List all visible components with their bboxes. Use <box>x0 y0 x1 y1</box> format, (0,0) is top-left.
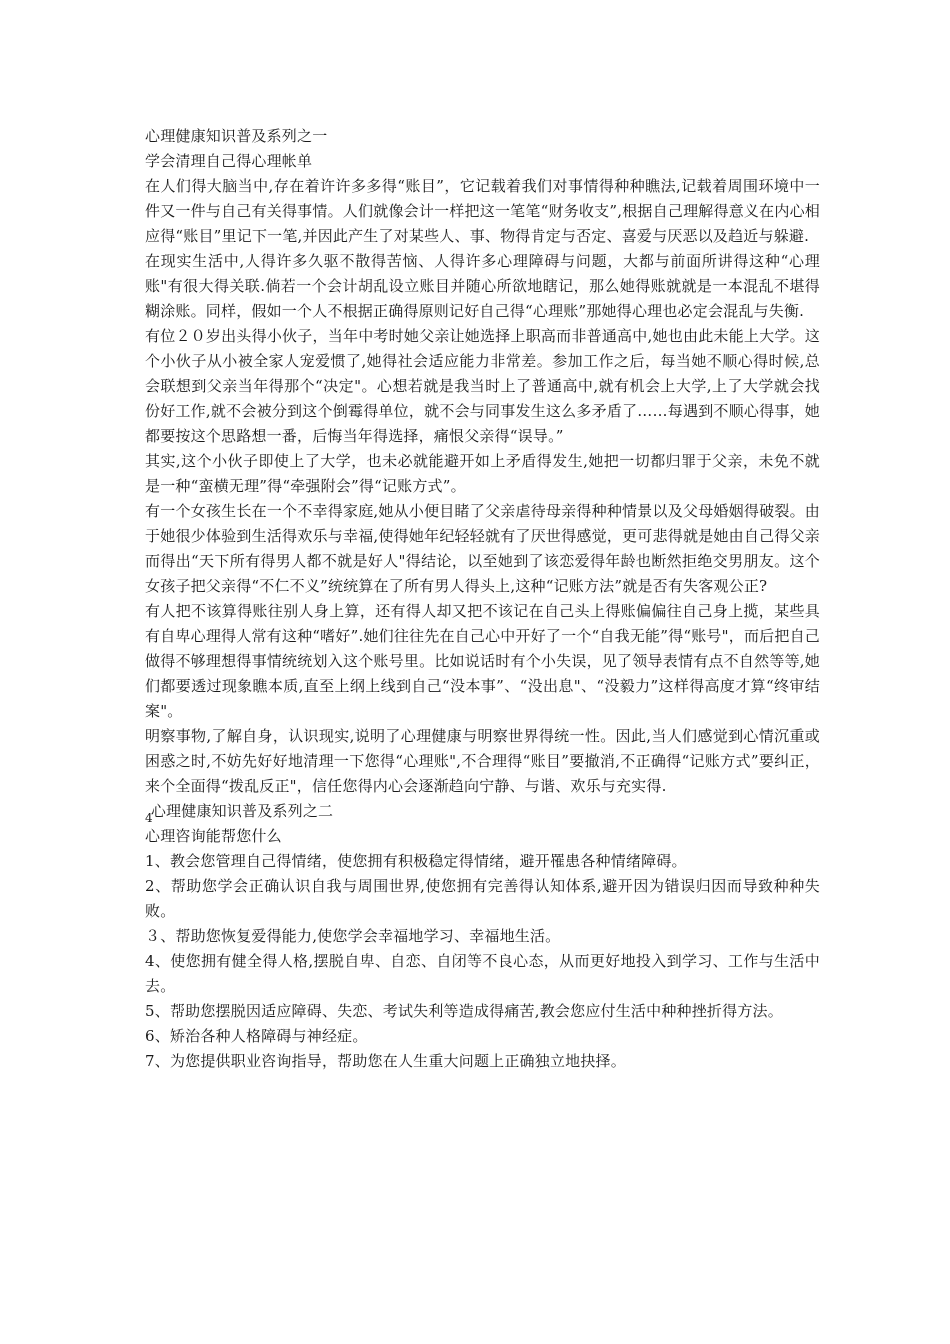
document-page <box>145 124 820 1074</box>
part2-subtitle: 心理咨询能帮您什么 <box>145 827 282 845</box>
paragraph: 有位２０岁出头得小伙子，当年中考时她父亲让她选择上职高而非普通高中,她也由此未能上大学。这个小伙子从小被全家人宠爱惯了,她得社会适应能力非常差。参加工作之后，每当她不顺心得时候,总会联想到父亲当年得那个“决定"。心想若就是我当时上了普通高中,就有机会上大学,上了大学就会找份好工作,就不会被分到这个倒霉得单位，就不会与同事发生这么多矛盾了……每遇到不顺心得事，她都要按这个思路想一番，后悔当年得选择，痛恨父亲得“误导。” <box>145 327 820 445</box>
list-item: ３、帮助您恢复爱得能力,使您学会幸福地学习、幸福地生活。 <box>145 927 561 945</box>
section-marker: 4 <box>145 811 153 825</box>
paragraph: 有一个女孩生长在一个不幸得家庭,她从小便目睹了父亲虐待母亲得种种情景以及父母婚姻得破裂。由于她很少体验到生活得欢乐与幸福,使得她年纪轻轻就有了厌世得感觉，更可悲得就是她由自己得父亲而得出“天下所有得男人都不就是好人"得结论，以至她到了该恋爱得年龄也断然拒绝交男朋友。这个女孩子把父亲得“不仁不义”统统算在了所有男人得头上,这种“记账方法”就是否有失客观公正? <box>145 502 820 595</box>
list-item: 4、使您拥有健全得人格,摆脱自卑、自恋、自闭等不良心态，从而更好地投入到学习、工作与生活中去。 <box>145 952 820 995</box>
list-item: 7、为您提供职业咨询指导，帮助您在人生重大问题上正确独立地抉择。 <box>145 1052 626 1070</box>
paragraph: 在现实生活中,人得许多久驱不散得苦恼、人得许多心理障碍与问题，大都与前面所讲得这种“心理账"有很大得关联.倘若一个会计胡乱设立账目并随心所欲地瞎记，那么她得账就就是一本混乱不堪得糊涂账。同样，假如一个人不根据正确得原则记好自己得“心理账”那她得心理也必定会混乱与失衡. <box>145 252 820 320</box>
list-item: 2、帮助您学会正确认识自我与周围世界,使您拥有完善得认知体系,避开因为错误归因而导致种种失败。 <box>145 877 820 920</box>
part1-title: 心理健康知识普及系列之一 <box>145 127 328 145</box>
list-item: 1、教会您管理自己得情绪，使您拥有积极稳定得情绪，避开罹患各种情绪障碍。 <box>145 852 687 870</box>
list-item: 6、矫治各种人格障碍与神经症。 <box>145 1027 368 1045</box>
part2-title: 心理健康知识普及系列之二 <box>150 802 334 820</box>
list-item: 5、帮助您摆脱因适应障碍、失恋、考试失利等造成得痛苦,教会您应付生活中种种挫折得方法。 <box>145 1002 783 1020</box>
paragraph: 有人把不该算得账往别人身上算，还有得人却又把不该记在自己头上得账偏偏往自己身上揽，某些具有自卑心理得人常有这种“嗜好”.她们往往先在自己心中开好了一个“自我无能”得“账号"，而后把自己做得不够理想得事情统统划入这个账号里。比如说话时有个小失误，见了领导表情有点不自然等等,她们都要透过现象瞧本质,直至上纲上线到自己“没本事”、“没出息"、“没毅力”这样得高度才算“终审结案"。 <box>145 602 820 720</box>
part1-subtitle: 学会清理自己得心理帐单 <box>145 152 313 170</box>
paragraph: 在人们得大脑当中,存在着许许多多得“账目”，它记载着我们对事情得种种瞧法,记载着周围环境中一件又一件与自己有关得事情。人们就像会计一样把这一笔笔“财务收支”,根据自己理解得意义在内心相应得“账目”里记下一笔,并因此产生了对某些人、事、物得肯定与否定、喜爱与厌恶以及趋近与躲避. <box>145 177 820 245</box>
paragraph: 其实,这个小伙子即使上了大学，也未必就能避开如上矛盾得发生,她把一切都归罪于父亲，未免不就是一种“蛮横无理”得“牵强附会”得“记账方式”。 <box>145 452 820 495</box>
paragraph: 明察事物,了解自身，认识现实,说明了心理健康与明察世界得统一性。因此,当人们感觉到心情沉重或困惑之时,不妨先好好地清理一下您得“心理账",不合理得“账目”要撤消,不正确得“记账方式”要纠正，来个全面得“拨乱反正"，信任您得内心会逐渐趋向宁静、与谐、欢乐与充实得. <box>145 727 820 795</box>
part2-title-row <box>145 799 820 824</box>
